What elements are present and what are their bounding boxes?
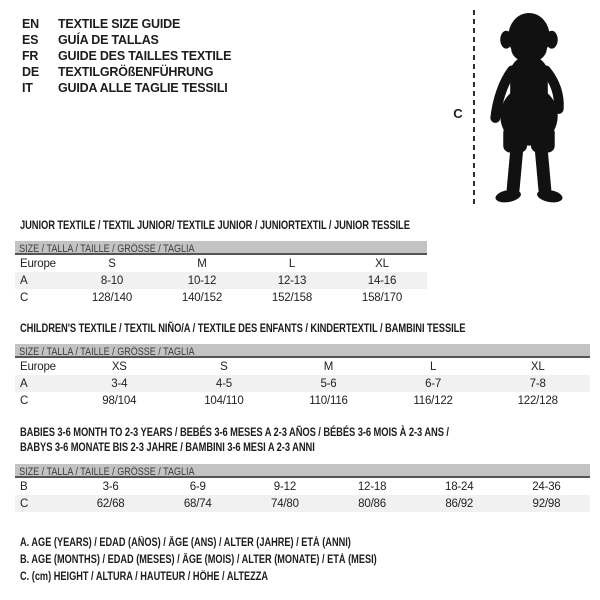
size-table: [15, 358, 590, 409]
row-label: A: [20, 274, 28, 287]
table-cell: XL: [375, 257, 389, 270]
table-cell: 140/152: [181, 291, 223, 304]
row-label: C: [20, 394, 29, 407]
language-code: EN: [22, 17, 39, 31]
section-title: [15, 425, 590, 455]
table-cell: 158/170: [361, 291, 403, 304]
table-row: [15, 495, 590, 512]
table-cell: 8-10: [100, 274, 124, 287]
table-cell: 12-13: [277, 274, 307, 287]
table-cell: XL: [530, 360, 545, 373]
table-cell: M: [197, 257, 207, 270]
language-title: TEXTILGRÖßENFÜHRUNG: [58, 65, 214, 79]
language-row: [22, 64, 231, 80]
height-measure-label: C: [453, 106, 463, 121]
row-label: B: [20, 480, 28, 493]
table-cell: 74/80: [271, 497, 299, 510]
table-cell: 7-8: [529, 377, 546, 390]
table-cell: 14-16: [367, 274, 397, 287]
table-cell: L: [429, 360, 437, 373]
table-cell: 98/104: [102, 394, 137, 407]
childrens-textile-section: [15, 321, 590, 409]
table-cell: S: [220, 360, 228, 373]
table-cell: 116/122: [413, 394, 453, 407]
table-cell: 6-9: [189, 480, 206, 493]
table-cell: 3-6: [102, 480, 119, 493]
language-title: TEXTILE SIZE GUIDE: [58, 17, 181, 31]
row-label: Europe: [20, 360, 56, 373]
table-row: [15, 358, 590, 375]
table-row: [15, 255, 427, 272]
footnote-age-years: A. AGE (YEARS) / EDAD (AÑOS) / ÂGE (ANS) / ALTER (JAHRE) / ETÀ (ANNI): [20, 537, 351, 549]
height-measure-dashed-line: [473, 10, 475, 206]
size-header-bar: [15, 241, 427, 255]
language-row: [22, 16, 231, 32]
table-row: [15, 392, 590, 409]
table-cell: 62/68: [96, 497, 125, 510]
language-code: FR: [22, 49, 39, 63]
table-cell: L: [288, 257, 296, 270]
table-cell: XS: [111, 360, 127, 373]
table-cell: 12-18: [357, 480, 387, 493]
size-header-label: SIZE / TALLA / TAILLE / GRÖSSE / TAGLIA: [19, 466, 195, 478]
footnote-age-months: B. AGE (MONTHS) / EDAD (MESES) / ÂGE (MOIS) / ALTER (MONATE) / ETÀ (MESI): [20, 554, 377, 566]
size-table: [15, 478, 590, 512]
table-cell: 128/140: [91, 291, 133, 304]
size-header-label: SIZE / TALLA / TAILLE / GRÖSSE / TAGLIA: [19, 346, 195, 358]
table-cell: S: [108, 257, 116, 270]
junior-textile-section: [15, 218, 427, 306]
section-title-line: BABIES 3-6 MONTH TO 2-3 YEARS / BEBÉS 3-6 MESES A 2-3 AÑOS / BÉBÉS 3-6 MOIS À 2-3 ANS /: [20, 425, 449, 439]
language-code: ES: [22, 33, 39, 47]
table-row: [15, 289, 427, 306]
table-row: [15, 272, 427, 289]
table-cell: 104/110: [204, 394, 244, 407]
table-cell: 80/86: [358, 497, 386, 510]
table-cell: 110/116: [309, 394, 348, 407]
legend-footnotes: [20, 535, 466, 586]
babies-textile-section: [15, 425, 590, 512]
table-cell: M: [323, 360, 334, 373]
table-cell: 4-5: [215, 377, 232, 390]
size-table: [15, 255, 427, 306]
table-cell: 6-7: [425, 377, 442, 390]
table-row: [15, 375, 590, 392]
table-cell: 92/98: [532, 497, 561, 510]
size-header-bar: [15, 344, 590, 358]
language-title: GUIDA ALLE TAGLIE TESSILI: [58, 81, 228, 95]
row-label: A: [20, 377, 28, 390]
table-cell: 152/158: [271, 291, 313, 304]
language-row: [22, 32, 231, 48]
table-cell: 10-12: [187, 274, 217, 287]
row-label: Europe: [20, 257, 56, 270]
section-title-line: BABYS 3-6 MONATE BIS 2-3 JAHRE / BAMBINI 3-6 MESI A 2-3 ANNI: [20, 440, 315, 454]
table-cell: 3-4: [111, 377, 128, 390]
footnote-height-cm: C. (cm) HEIGHT / ALTURA / HAUTEUR / HÖHE / ALTEZZA: [20, 571, 269, 583]
table-cell: 86/92: [445, 497, 474, 510]
table-cell: 24-36: [532, 480, 561, 493]
section-title: [15, 218, 427, 233]
table-cell: 68/74: [183, 497, 212, 510]
language-title: GUIDE DES TAILLES TEXTILE: [58, 49, 232, 63]
section-title-line: CHILDREN'S TEXTILE / TEXTIL NIÑO/A / TEXTILE DES ENFANTS / KINDERTEXTIL / BAMBINI TESSILE: [20, 321, 466, 335]
table-cell: 18-24: [445, 480, 474, 493]
size-header-bar: [15, 464, 590, 478]
toddler-silhouette-icon: [483, 9, 573, 207]
language-row: [22, 80, 231, 96]
section-title-line: JUNIOR TEXTILE / TEXTIL JUNIOR/ TEXTILE JUNIOR / JUNIORTEXTIL / JUNIOR TESSILE: [20, 218, 410, 232]
row-label: C: [20, 497, 29, 510]
table-cell: 122/128: [517, 394, 558, 407]
table-row: [15, 478, 590, 495]
language-code: DE: [22, 65, 39, 79]
section-title: [15, 321, 590, 336]
table-cell: 9-12: [273, 480, 297, 493]
language-code: IT: [22, 81, 33, 95]
table-cell: 5-6: [320, 377, 337, 390]
language-row: [22, 48, 231, 64]
row-label: C: [20, 291, 29, 304]
language-title: GUÍA DE TALLAS: [58, 33, 159, 47]
size-header-label: SIZE / TALLA / TAILLE / GRÖSSE / TAGLIA: [19, 243, 195, 255]
language-header: [22, 16, 231, 96]
